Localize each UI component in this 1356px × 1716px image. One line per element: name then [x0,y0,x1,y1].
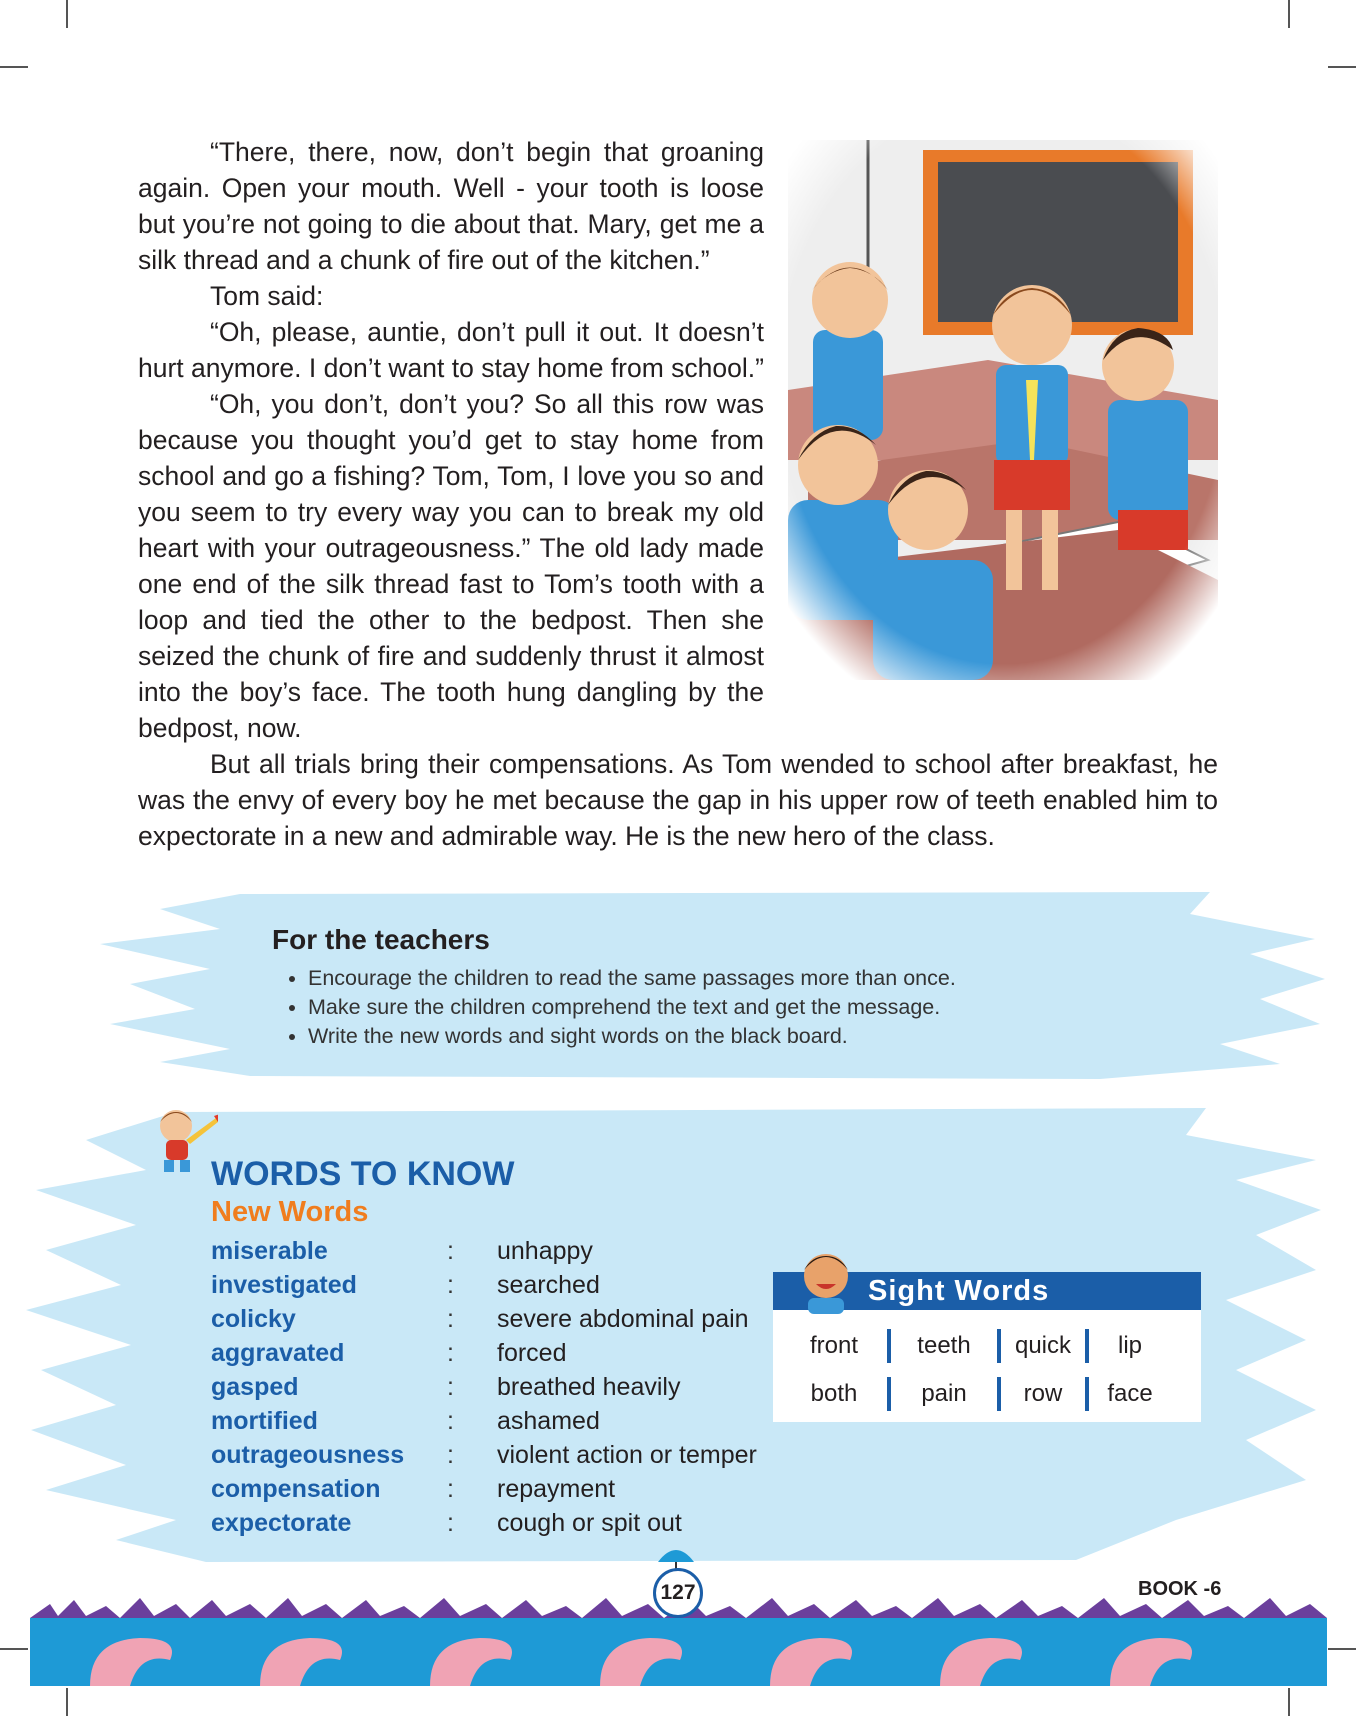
sight-words-title: Sight Words [773,1272,1201,1310]
story-paragraph: “Oh, please, auntie, don’t pull it out. It doesn’t hurt anymore. I don’t want to stay home from school.” [138,317,764,383]
sight-words-row [787,1370,1187,1418]
word-term: gasped [211,1372,299,1401]
word-row [211,1506,757,1540]
word-term: outrageousness [211,1440,405,1469]
word-row [211,1268,757,1302]
word-colon: : [447,1508,454,1537]
new-words-title: New Words [211,1196,369,1228]
word-definition: repayment [497,1474,616,1503]
separator-bar [1085,1329,1089,1363]
word-definition: searched [497,1270,600,1299]
word-definition: severe abdominal pain [497,1304,749,1333]
word-colon: : [447,1270,454,1299]
list-item: • Write the new words and sight words on the black board. [308,1022,1072,1051]
teachers-list [272,964,1072,1051]
new-words-list [211,1234,757,1540]
separator-bar [1085,1377,1089,1411]
page-number: 127 [653,1568,703,1618]
boy-face-mascot-icon [794,1244,858,1314]
pencil-boy-mascot-icon [146,1104,218,1176]
story-paragraph: But all trials bring their compensations. As Tom wended to school after breakfast, he was the envy of every boy he met because the gap in his upper row of teeth enabled him to expectorate in a new and admirable way. He is the new hero of the class. [138,749,1218,851]
sight-word: pain [921,1380,967,1407]
word-term: expectorate [211,1508,352,1537]
word-definition: cough or spit out [497,1508,682,1537]
sight-words-grid [787,1322,1187,1418]
word-colon: : [447,1440,454,1469]
word-row [211,1404,757,1438]
word-colon: : [447,1236,454,1265]
word-term: mortified [211,1406,318,1435]
sight-word: quick [1014,1332,1072,1359]
sight-word: both [810,1380,858,1407]
word-colon: : [447,1304,454,1333]
crop-mark [1288,1688,1290,1716]
separator-bar [887,1329,891,1363]
crop-mark [66,0,68,28]
word-definition: forced [497,1338,567,1367]
word-row [211,1370,757,1404]
list-item: • Make sure the children comprehend the text and get the message. [308,993,1072,1022]
book-label: BOOK -6 [1138,1578,1222,1600]
crop-mark [1328,1648,1356,1650]
sight-words-row [787,1322,1187,1370]
words-to-know-title: WORDS TO KNOW [211,1155,515,1193]
word-row [211,1336,757,1370]
word-term: colicky [211,1304,296,1333]
crop-mark [0,1648,28,1650]
word-colon: : [447,1406,454,1435]
story-text [138,134,1218,854]
list-item: • Encourage the children to read the same passages more than once. [308,964,1072,993]
sight-word: face [1107,1380,1153,1407]
word-definition: ashamed [497,1406,600,1435]
crop-mark [1328,66,1356,68]
word-term: investigated [211,1270,357,1299]
word-definition: unhappy [497,1236,593,1265]
sight-word: row [1023,1380,1063,1407]
crop-mark [1288,0,1290,28]
sight-word: lip [1117,1332,1142,1359]
umbrella-icon [656,1544,696,1570]
word-row [211,1438,757,1472]
teachers-notes [272,924,1072,1051]
word-colon: : [447,1338,454,1367]
separator-bar [997,1329,1001,1363]
separator-bar [887,1377,891,1411]
word-term: aggravated [211,1338,345,1367]
word-colon: : [447,1372,454,1401]
word-term: miserable [211,1236,328,1265]
teachers-title: For the teachers [272,924,490,955]
word-row [211,1302,757,1336]
sight-word: front [809,1332,859,1359]
word-colon: : [447,1474,454,1503]
crop-mark [66,1688,68,1716]
word-definition: breathed heavily [497,1372,681,1401]
separator-bar [997,1377,1001,1411]
sight-word: teeth [917,1332,971,1359]
classroom-illustration [788,140,1218,680]
story-paragraph: “There, there, now, don’t begin that groaning again. Open your mouth. Well - your tooth is loose but you’re not going to die about that. Mary, get me a silk thread and a chunk of fire out of the kitchen.” [138,137,764,275]
word-definition: violent action or temper [497,1440,757,1469]
word-row [211,1472,757,1506]
story-paragraph: “Oh, you don’t, don’t you? So all this row was because you thought you’d get to stay home from school and go a fishing? Tom, Tom, I love you so and you seem to try every way you can to break my old heart with your outrageousness.” The old lady made one end of the silk thread fast to Tom’s tooth with a loop and tied the other to the bedpost. Then she seized the chunk of fire and suddenly thrust it almost into the boy’s face. The tooth hung dangling by the bedpost, now. [138,389,764,743]
crop-mark [0,66,28,68]
word-term: compensation [211,1474,381,1503]
story-paragraph: Tom said: [210,281,324,311]
word-row [211,1234,757,1268]
